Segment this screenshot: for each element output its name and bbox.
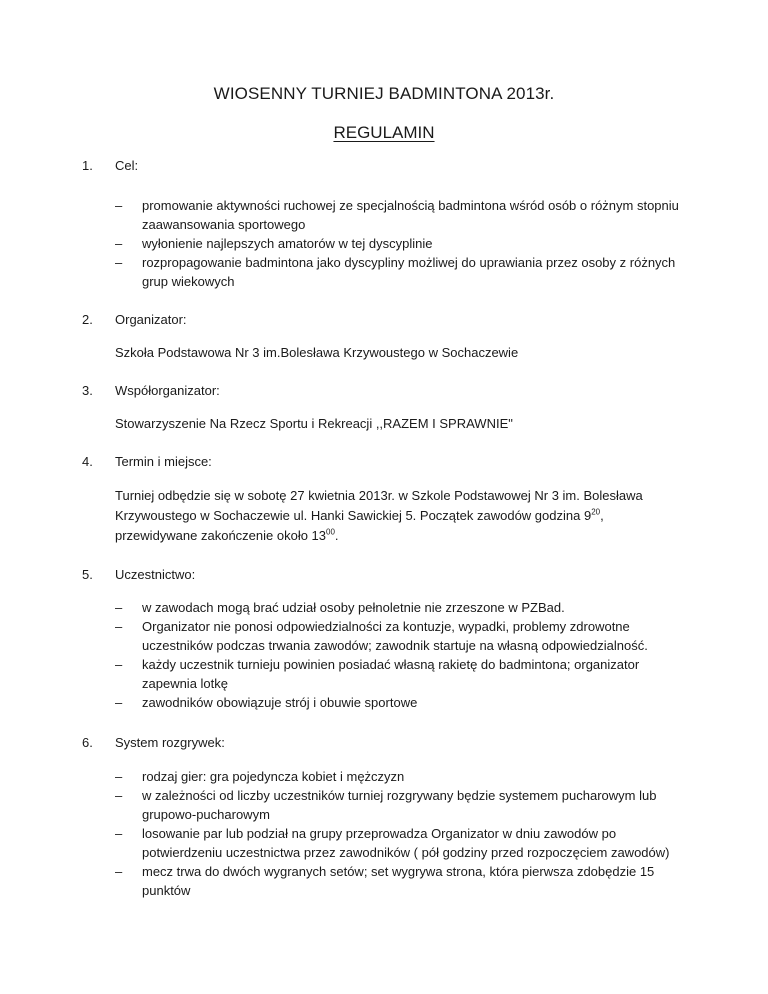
dash-bullet: –	[115, 864, 123, 879]
section-title: Współorganizator:	[115, 383, 220, 398]
section-1-heading	[82, 158, 138, 173]
co-organizer-text: Stowarzyszenie Na Rzecz Sportu i Rekreacji ,,RAZEM I SPRAWNIE"	[115, 416, 513, 431]
section-title: Organizator:	[115, 312, 187, 327]
section-4-heading	[82, 454, 212, 469]
list-item: – rozpropagowanie badmintona jako dyscypliny możliwej do uprawiania przez osoby z różnych grup wiekowych	[115, 255, 676, 289]
date-place-text: Turniej odbędzie się w sobotę 27 kwietnia 2013r. w Szkole Podstawowej Nr 3 im. Bolesława Krzywoustego w Sochaczewie ul. Hanki Sawickiej 5. Początek zawodów godzina $9^{20}$, przewidywane zakończenie około $13^{00}$.	[115, 488, 643, 543]
section-5-heading	[82, 567, 195, 582]
list-item: – mecz trwa do dwóch wygranych setów; set wygrywa strona, która pierwsza zdobędzie 15 punktów	[115, 864, 655, 898]
organizer-text: Szkoła Podstawowa Nr 3 im.Bolesława Krzywoustego w Sochaczewie	[115, 345, 519, 360]
section-3-heading	[82, 383, 220, 398]
section-number: 3.	[82, 383, 93, 398]
dash-bullet: –	[115, 619, 123, 634]
list-item: – promowanie aktywności ruchowej ze specjalnością badmintona wśród osób o różnym stopniu zaawansowania sportowego	[115, 198, 679, 232]
section-5-list	[115, 598, 695, 712]
dash-bullet: –	[115, 255, 123, 270]
dash-bullet: –	[115, 657, 123, 672]
section-number: 6.	[82, 735, 93, 750]
dash-bullet: –	[115, 788, 123, 803]
list-item: – w zawodach mogą brać udział osoby pełnoletnie nie zrzeszone w PZBad.	[115, 600, 565, 615]
section-1-list	[115, 196, 695, 291]
section-number: 2.	[82, 312, 93, 327]
dash-bullet: –	[115, 695, 123, 710]
dash-bullet: –	[115, 198, 123, 213]
list-item: – wyłonienie najlepszych amatorów w tej dyscyplinie	[115, 236, 433, 251]
dash-bullet: –	[115, 769, 123, 784]
section-title: Termin i miejsce:	[115, 454, 212, 469]
section-number: 4.	[82, 454, 93, 469]
section-6-heading	[82, 735, 225, 750]
section-2-heading	[82, 312, 187, 327]
list-item: – losowanie par lub podział na grupy przeprowadza Organizator w dniu zawodów po potwierdzeniu uczestnictwa przez zawodników ( pół godziny przed rozpoczęciem zawodów)	[115, 826, 670, 860]
regulamin-heading: REGULAMIN	[333, 123, 435, 142]
dash-bullet: –	[115, 236, 123, 251]
list-item: – w zależności od liczby uczestników turniej rozgrywany będzie systemem pucharowym lub grupowo-pucharowym	[115, 788, 657, 822]
section-6-list	[115, 767, 695, 900]
section-title: Uczestnictwo:	[115, 567, 196, 582]
section-title: Cel:	[115, 158, 139, 173]
section-title: System rozgrywek:	[115, 735, 225, 750]
list-item: – rodzaj gier: gra pojedyncza kobiet i mężczyzn	[115, 769, 405, 784]
list-item: – każdy uczestnik turnieju powinien posiadać własną rakietę do badmintona; organizator zapewnia lotkę	[115, 657, 640, 691]
list-item: – Organizator nie ponosi odpowiedzialności za kontuzje, wypadki, problemy zdrowotne uczestników podczas trwania zawodów; zawodnik startuje na własną odpowiedzialność.	[115, 619, 648, 653]
document-subtitle	[0, 123, 768, 143]
document-title: WIOSENNY TURNIEJ BADMINTONA 2013r.	[213, 84, 555, 103]
dash-bullet: –	[115, 826, 123, 841]
dash-bullet: –	[115, 600, 123, 615]
section-number: 1.	[82, 158, 93, 173]
list-item: – zawodników obowiązuje strój i obuwie sportowe	[115, 695, 418, 710]
section-number: 5.	[82, 567, 93, 582]
